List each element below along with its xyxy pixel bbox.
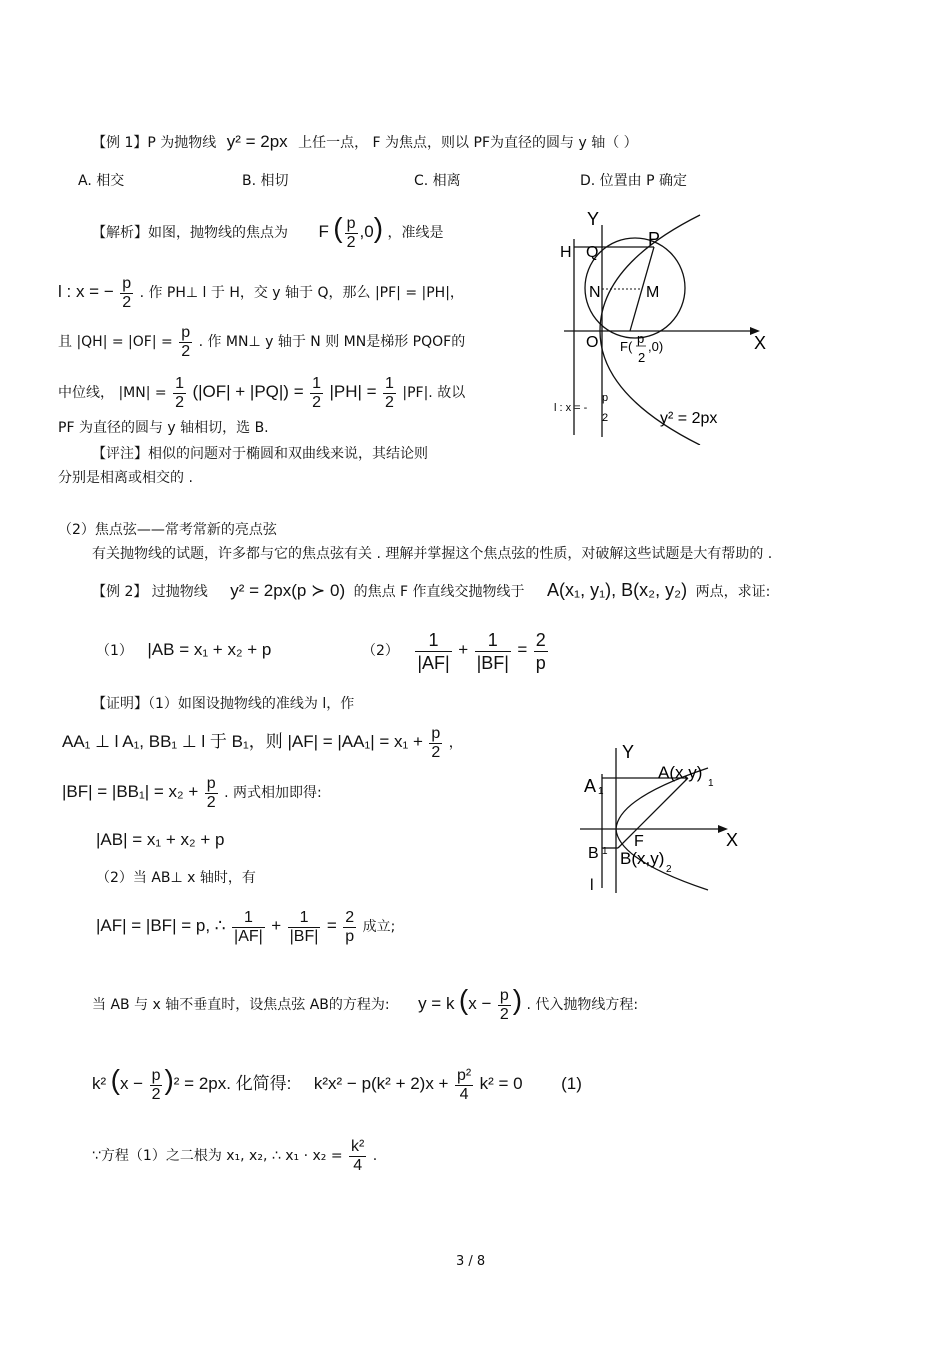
proof-line-7: 当 AB 与 x 轴不垂直时，设焦点弦 AB的方程为: y = k (x − $\frac{p}{2}$ ) . 代入抛物线方程: [92, 984, 639, 1023]
chord-ab [618, 778, 688, 848]
proof-line-8: k² (x − $\frac{p}{2}$ )² = 2px. 化简得: k²x² − p(k² + 2)x + $\frac{\text{p²}}{4}$ k² = 0 (1) [92, 1064, 582, 1103]
figure-focal-chord [578, 738, 758, 898]
proof-line-9: ∵方程（1）之二根为 x₁, x₂, ∴ x₁ · x₂ = $\frac{\text{k²}}{4}$ . [92, 1137, 378, 1174]
fig1-label-directrix: l : x = - [554, 402, 588, 414]
fig1-label-h: H [560, 244, 572, 261]
proof-line-2: AA₁ ⊥ l A₁, BB₁ ⊥ l 于 B₁，则 |AF| = |AA₁| = x₁ + $\frac{p}{2}$ ， [62, 724, 463, 761]
solution-line-2: l : x = − $\frac{p}{2}$ . 作 PH⊥ l 于 H，交 y 轴于 Q，那么 |PF| = |PH|， [58, 274, 464, 311]
focus-fraction: $\frac{p}{2}$ [346, 214, 356, 251]
fig2-label-x: X [726, 830, 739, 850]
option-b: B. 相切 [242, 173, 289, 189]
fig1-label-directrix-num: p [602, 392, 609, 404]
solution-line-3: 且 |QH| = |OF| = $\frac{p}{2}$ . 作 MN⊥ y 轴于 N 则 MN是梯形 PQOF的 [58, 323, 466, 360]
proof-line-4: |AB| = x₁ + x₂ + p [96, 830, 225, 849]
parabola-equation: y² = 2px [226, 132, 288, 151]
fig1-label-o: O [586, 334, 599, 351]
proof-line-3: |BF| = |BB₁| = x₂ + $\frac{p}{2}$ . 两式相加即得: [62, 774, 322, 811]
solution-line-5: PF 为直径的圆与 y 轴相切，选 B. [58, 420, 269, 436]
fig1-label-f-den: 2 [638, 350, 646, 365]
fig1-label-f: F( [620, 339, 633, 354]
proof-line-6: |AF| = |BF| = p, ∴ $\frac{1}{|AF|}$ + $\frac{1}{|BF|}$ = $\frac{2}{p}$ 成立; [96, 908, 396, 945]
remark-line-2: 分别是相离或相交的 . [58, 470, 193, 486]
option-d: D. 位置由 P 确定 [580, 173, 688, 189]
proof-line-1: 【证明】（1）如图设抛物线的准线为 l，作 [92, 696, 355, 712]
focus-label: F [318, 222, 329, 241]
remark-line-1: 【评注】相似的问题对于椭圆和双曲线来说，其结论则 [92, 446, 428, 462]
fig2-label-a-sub: 1 [708, 778, 714, 789]
example2-question: 【例 2】 过抛物线 y² = 2px(p ≻ 0) 的焦点 F 作直线交抛物线于 A(x₁, y₁), B(x₂, y₂) 两点，求证: [92, 580, 771, 600]
fig1-label-y: Y [587, 209, 600, 229]
fig2-label-f: F [634, 833, 644, 850]
option-a: A. 相交 [78, 173, 125, 189]
proof-line-5: （2）当 AB⊥ x 轴时，有 [96, 870, 256, 886]
solution-directrix-intro: ，准线是 [387, 225, 444, 241]
section2-intro: 有关抛物线的试题，许多都与它的焦点弦有关 . 理解并掌握这个焦点弦的性质，对破解这些试题是大有帮助的 . [92, 546, 773, 562]
solution-line-1: 【解析】如图，抛物线的焦点为 F ( $\frac{p}{2}$ ,0) ，准线是 [92, 212, 444, 251]
section2-title: （2）焦点弦——常考常新的亮点弦 [58, 522, 277, 538]
fig2-label-y: Y [622, 742, 635, 762]
fig1-label-directrix-den: 2 [602, 412, 609, 424]
fig2-label-b1-sub: 1 [602, 846, 608, 857]
directrix-fraction: $\frac{p}{2}$ [122, 274, 132, 311]
fig2-label-b1: B [588, 845, 599, 862]
page-number: 3 / 8 [456, 1254, 486, 1269]
fig1-label-n: N [589, 284, 601, 301]
fig2-label-l: l [590, 877, 594, 894]
fig1-label-x: X [754, 333, 767, 353]
fig1-label-q: Q [586, 244, 599, 261]
fig2-label-a: A(x,y) [658, 763, 703, 782]
fig1-label-m: M [646, 284, 660, 301]
claim-1: （1） |AB = x₁ + x₂ + p [96, 640, 272, 659]
solution-intro: 【解析】如图，抛物线的焦点为 [92, 225, 288, 241]
example1-question-prefix: 【例 1】P 为抛物线 [92, 135, 217, 151]
example1-question-suffix: 上任一点， F 为焦点，则以 PF为直径的圆与 y 轴（ ） [298, 135, 638, 151]
fig1-label-f-num: p [637, 331, 645, 346]
fig1-label-p: P [648, 229, 661, 249]
fig1-label-curve: y² = 2px [660, 410, 718, 427]
fig2-label-a1: A [584, 776, 597, 796]
figure-parabola-circle [550, 205, 780, 445]
option-c: C. 相离 [414, 173, 461, 189]
solution-line-4: 中位线， |MN| = $\frac{1}{2}$ (|OF| + |PQ|) = $\frac{1}{2}$ |PH| = $\frac{1}{2}$ |PF|. 故以 [58, 374, 466, 411]
fig2-label-b-sub: 2 [666, 864, 672, 875]
example1-question [92, 132, 638, 153]
fig1-label-f-post: ,0) [648, 339, 664, 354]
fig2-label-a1-sub: 1 [598, 786, 604, 797]
fig2-label-b: B(x,y) [620, 849, 665, 868]
claim-2: （2） $\frac{1}{|AF|}$ + $\frac{1}{|BF|}$ = $\frac{2}{p}$ [362, 629, 546, 673]
